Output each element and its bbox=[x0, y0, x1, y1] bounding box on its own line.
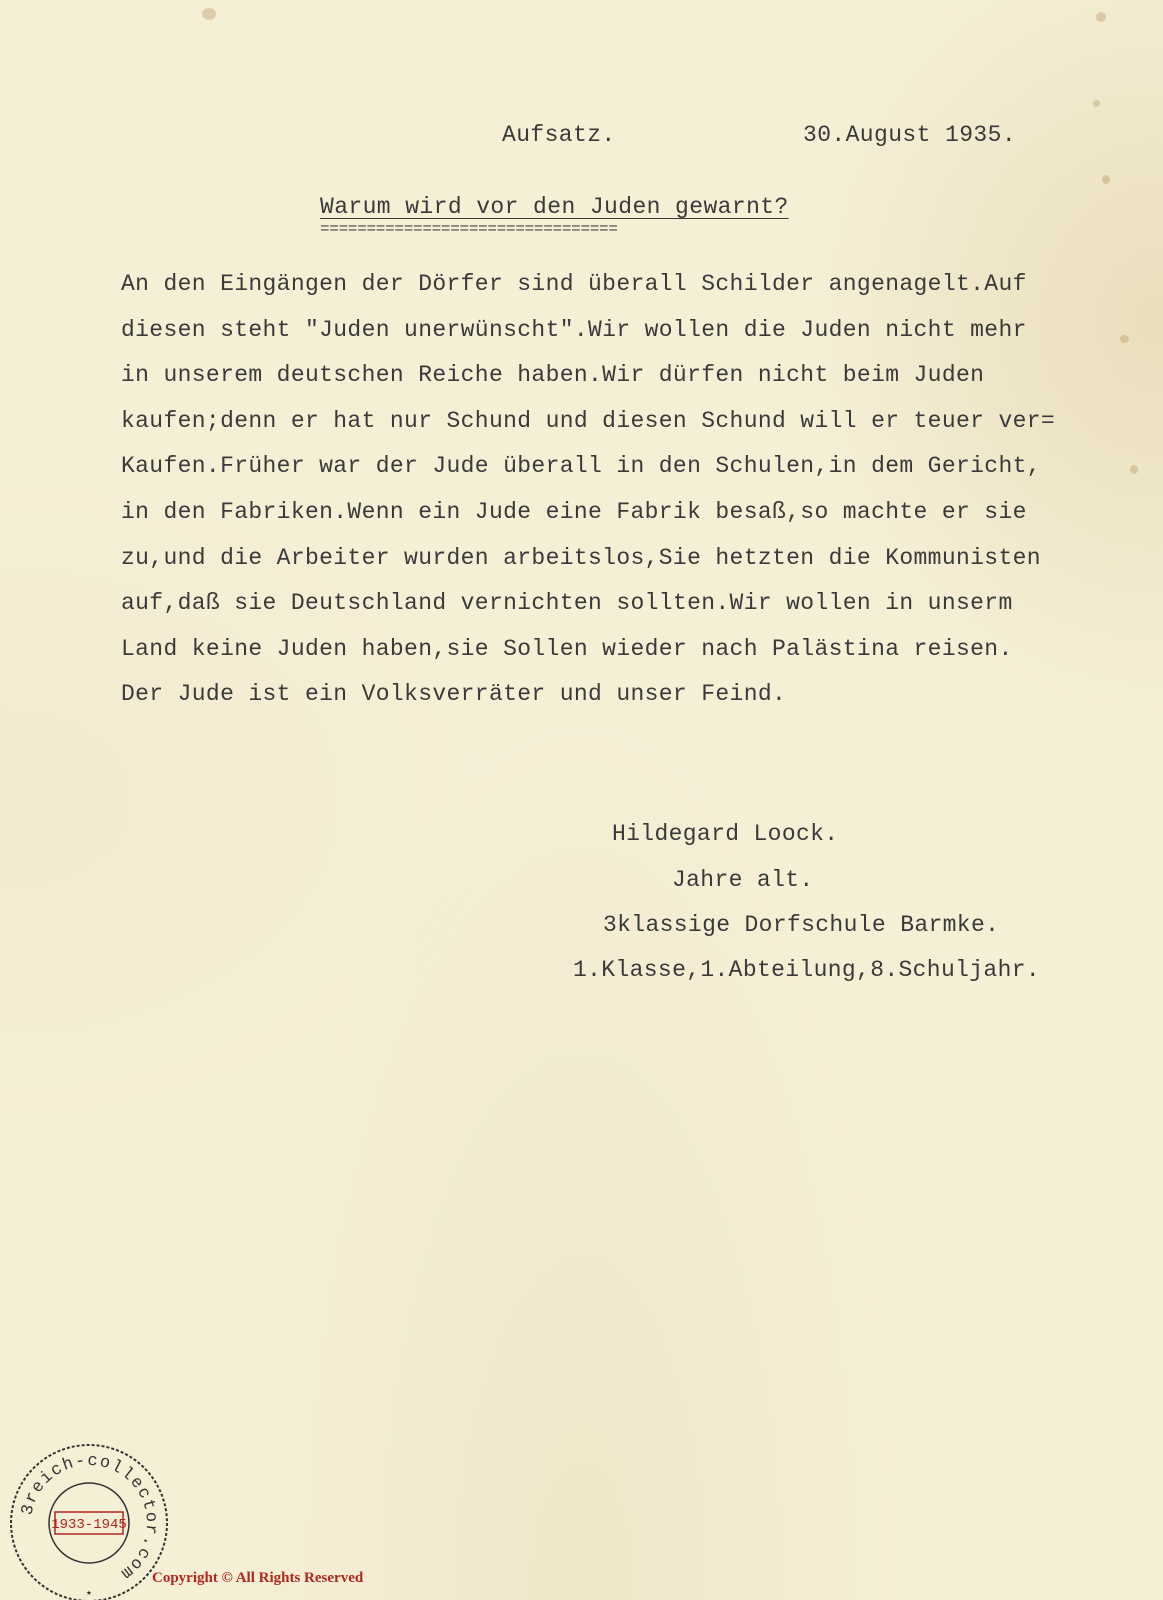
collector-stamp-logo bbox=[8, 1442, 170, 1600]
signature-name: Hildegard Loock. bbox=[612, 821, 839, 847]
stamp-ring-text: 3reich-collector.com bbox=[18, 1451, 161, 1584]
copyright-notice: Copyright © All Rights Reserved bbox=[152, 1570, 364, 1586]
body-line: An den Eingängen der Dörfer sind überall Schilder angenagelt.Auf bbox=[121, 271, 1027, 297]
stain bbox=[1093, 100, 1100, 107]
signature-school: 3klassige Dorfschule Barmke. bbox=[603, 912, 1000, 938]
signature-age: Jahre alt. bbox=[672, 867, 814, 893]
svg-text:★: ★ bbox=[86, 1588, 92, 1598]
essay-body bbox=[121, 270, 1055, 726]
stamp-years: 1933-1945 bbox=[51, 1517, 127, 1533]
header-date: 30.August 1935. bbox=[803, 122, 1017, 148]
body-line: Kaufen.Früher war der Jude überall in den Schulen,in dem Gericht, bbox=[121, 453, 1041, 480]
body-line: in den Fabriken.Wenn ein Jude eine Fabrik besaß,so machte er sie bbox=[121, 498, 1027, 525]
body-line: diesen steht "Juden unerwünscht".Wir wollen die Juden nicht mehr bbox=[121, 316, 1027, 343]
body-line: Der Jude ist ein Volksverräter und unser Feind. bbox=[121, 681, 787, 708]
body-line: auf,daß sie Deutschland vernichten sollten.Wir wollen in unserm bbox=[121, 590, 1013, 617]
stain bbox=[1120, 335, 1129, 343]
body-line: Land keine Juden haben,sie Sollen wieder nach Palästina reisen. bbox=[121, 635, 1013, 662]
essay-title: Warum wird vor den Juden gewarnt? bbox=[320, 194, 789, 220]
stain bbox=[1130, 465, 1138, 474]
stain bbox=[1102, 175, 1110, 184]
body-line: zu,und die Arbeiter wurden arbeitslos,Sie hetzten die Kommunisten bbox=[121, 544, 1041, 571]
stain bbox=[202, 8, 216, 20]
body-line: kaufen;denn er hat nur Schund und diesen Schund will er teuer ver= bbox=[121, 407, 1056, 434]
title-double-rule: ================================ bbox=[320, 223, 618, 235]
stain bbox=[1096, 12, 1106, 22]
header-label: Aufsatz. bbox=[502, 122, 616, 148]
body-line: in unserem deutschen Reiche haben.Wir dürfen nicht beim Juden bbox=[121, 362, 985, 389]
signature-class: 1.Klasse,1.Abteilung,8.Schuljahr. bbox=[573, 957, 1041, 983]
